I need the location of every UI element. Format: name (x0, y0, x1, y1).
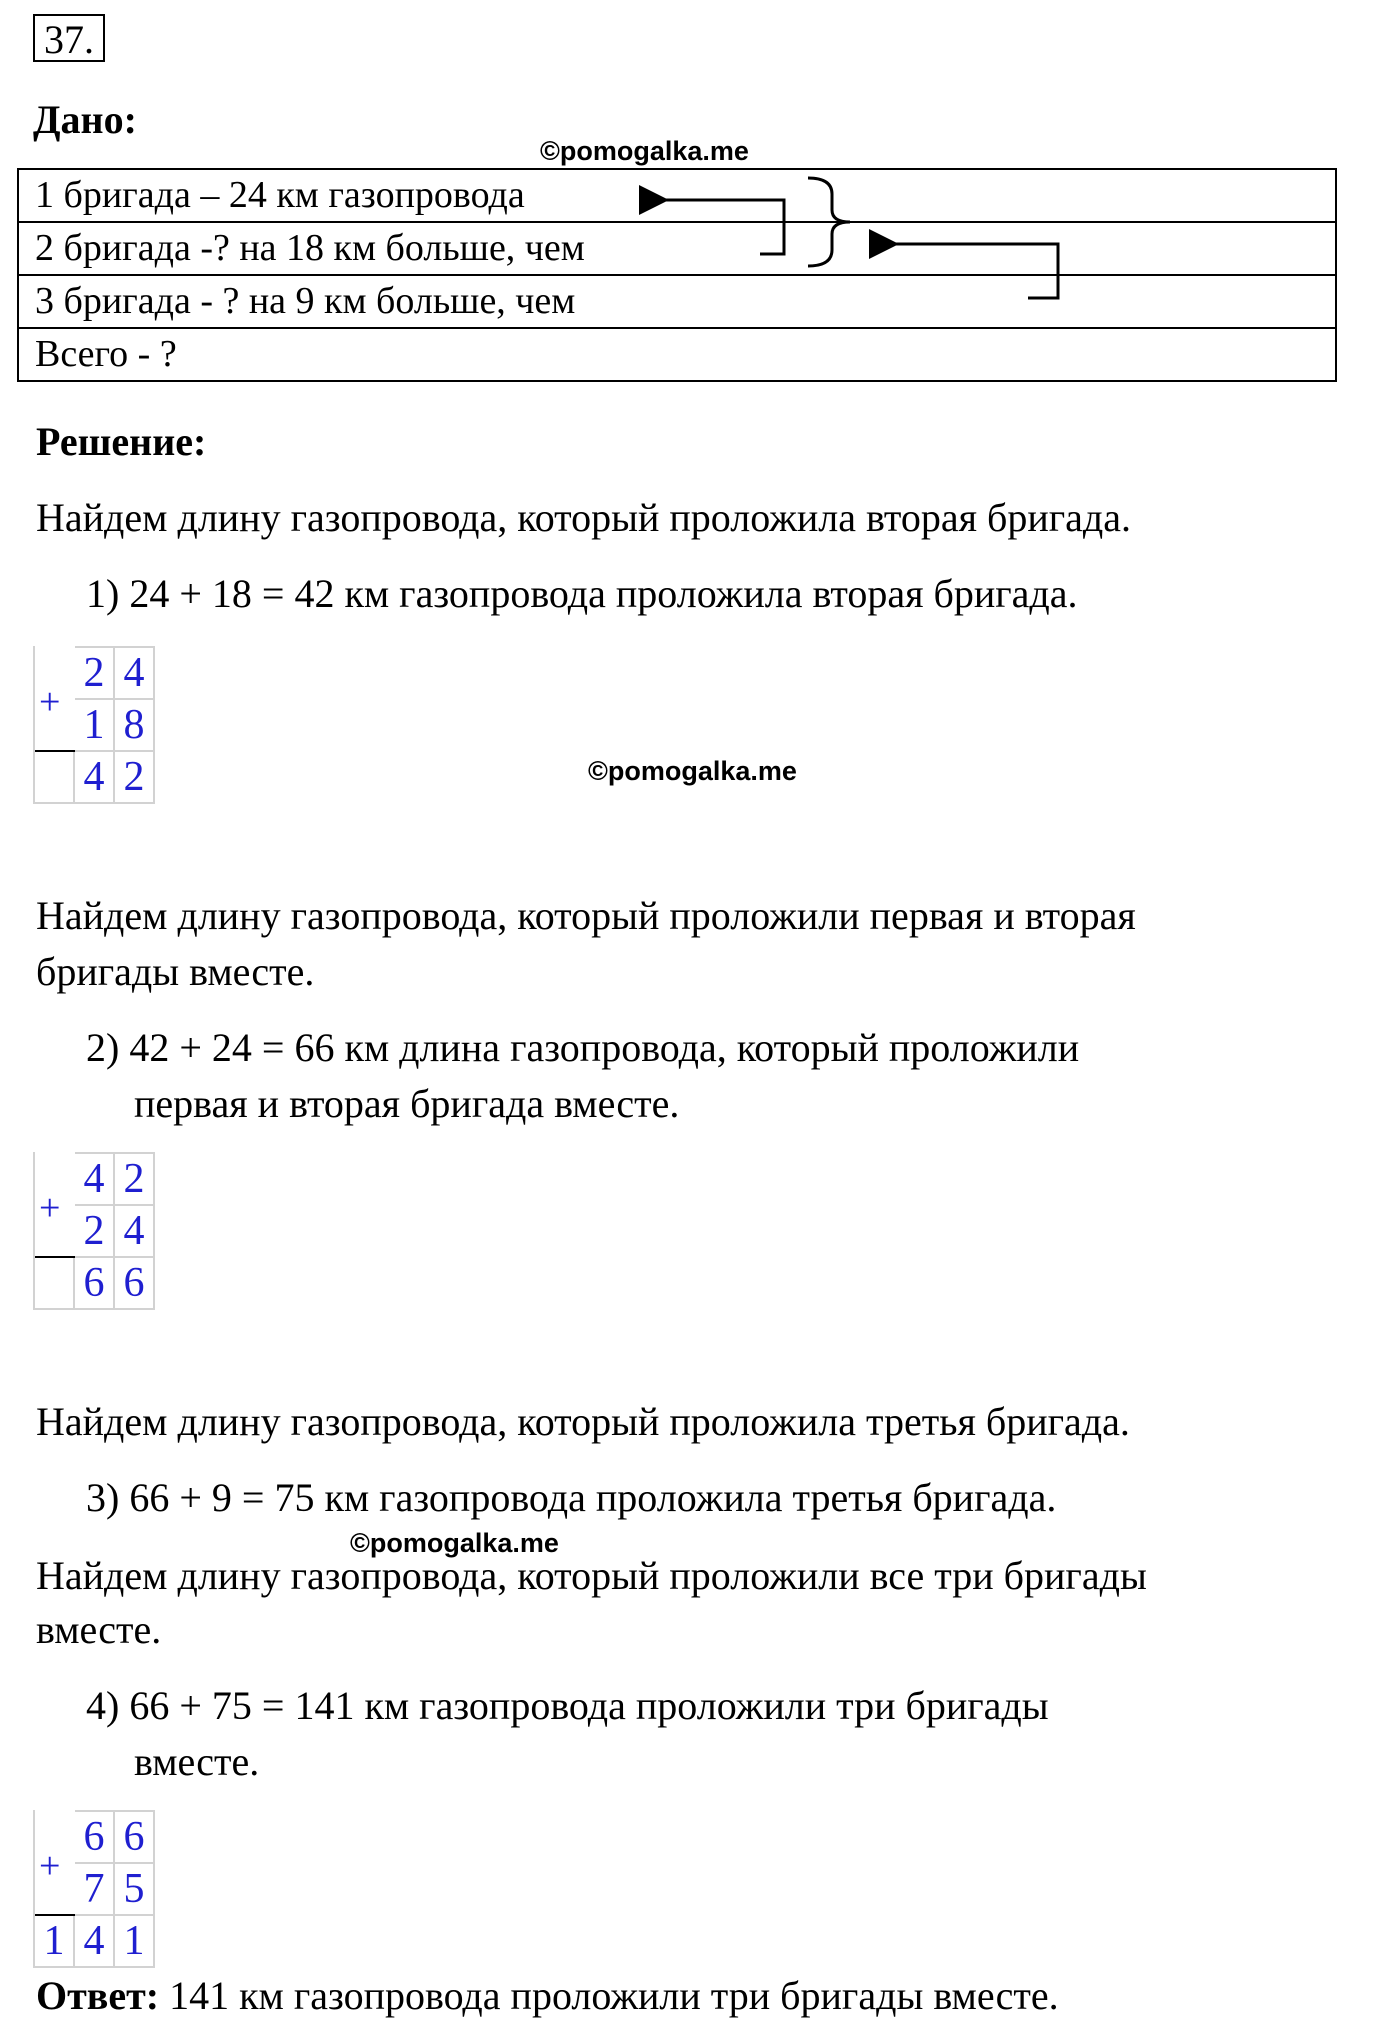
given-cell: 2 бригада -? на 18 км больше, чем (18, 222, 1336, 275)
step-1: 1) 24 + 18 = 42 км газопровода проложила вторая бригада. (86, 571, 1078, 616)
calc-cell: 6 (74, 1811, 114, 1863)
sum-line (35, 1914, 75, 1916)
answer-text: 141 км газопровода проложили три бригады вместе. (159, 1973, 1059, 2018)
calc-cell: 2 (114, 751, 154, 803)
calc-cell: 5 (114, 1863, 154, 1915)
calc-cell: 4 (74, 1153, 114, 1205)
given-cell: Всего - ? (18, 328, 1336, 381)
calc-cell: 2 (114, 1153, 154, 1205)
calc-cell: 6 (74, 1257, 114, 1309)
calc-cell (34, 1257, 74, 1309)
column-addition-2 (33, 1152, 155, 1310)
paragraph: Найдем длину газопровода, который проложила вторая бригада. (36, 495, 1132, 540)
calc-cell: 1 (34, 1915, 74, 1967)
calc-cell: 4 (74, 751, 114, 803)
calc-cell: 2 (74, 647, 114, 699)
step-4: 4) 66 + 75 = 141 км газопровода проложили три бригады (86, 1683, 1049, 1728)
step-2: 2) 42 + 24 = 66 км длина газопровода, который проложили (86, 1025, 1080, 1070)
plus-sign: + (39, 1187, 61, 1229)
solution-heading: Решение: (36, 419, 207, 464)
given-row (18, 328, 1336, 381)
calc-cell: 4 (74, 1915, 114, 1967)
calc-cell: 6 (114, 1811, 154, 1863)
column-addition-3 (33, 1810, 155, 1968)
calc-cell: 4 (114, 647, 154, 699)
calc-cell: 2 (74, 1205, 114, 1257)
calc-cell: 7 (74, 1863, 114, 1915)
given-heading: Дано: (33, 97, 137, 142)
arrow-row2-to-row1 (642, 200, 784, 254)
paragraph: бригады вместе. (36, 949, 315, 994)
plus-sign: + (39, 1845, 61, 1887)
calc-cell: 1 (74, 699, 114, 751)
calc-cell (34, 751, 74, 803)
calc-cell: 4 (114, 1205, 154, 1257)
calc-cell: 8 (114, 699, 154, 751)
paragraph: Найдем длину газопровода, который проложили все три бригады (36, 1553, 1147, 1598)
step-3: 3) 66 + 9 = 75 км газопровода проложила третья бригада. (86, 1475, 1057, 1520)
step-4-continued: вместе. (134, 1739, 260, 1784)
given-cell: 3 бригада - ? на 9 км больше, чем (18, 275, 1336, 328)
paragraph: вместе. (36, 1607, 162, 1652)
step-2-continued: первая и вторая бригада вместе. (134, 1081, 680, 1126)
watermark: ©pomogalka.me (350, 1528, 559, 1558)
sum-line (35, 1256, 75, 1258)
paragraph: Найдем длину газопровода, который проложила третья бригада. (36, 1399, 1130, 1444)
sum-line (35, 750, 75, 752)
calc-cell: 6 (114, 1257, 154, 1309)
watermark: ©pomogalka.me (588, 756, 797, 786)
given-cell: 1 бригада – 24 км газопровода (18, 169, 1336, 222)
calc-cell: 1 (114, 1915, 154, 1967)
problem-number: 37. (33, 14, 105, 62)
brace-rows-1-2 (808, 178, 850, 266)
answer-label: Ответ: (36, 1973, 160, 2018)
plus-sign: + (39, 681, 61, 723)
column-addition-1 (33, 646, 155, 804)
paragraph: Найдем длину газопровода, который проложили первая и вторая (36, 893, 1136, 938)
watermark: ©pomogalka.me (540, 136, 749, 166)
relation-arrows (0, 0, 1400, 320)
arrow-row3-to-brace (872, 244, 1058, 298)
answer-line (36, 1972, 1059, 2019)
